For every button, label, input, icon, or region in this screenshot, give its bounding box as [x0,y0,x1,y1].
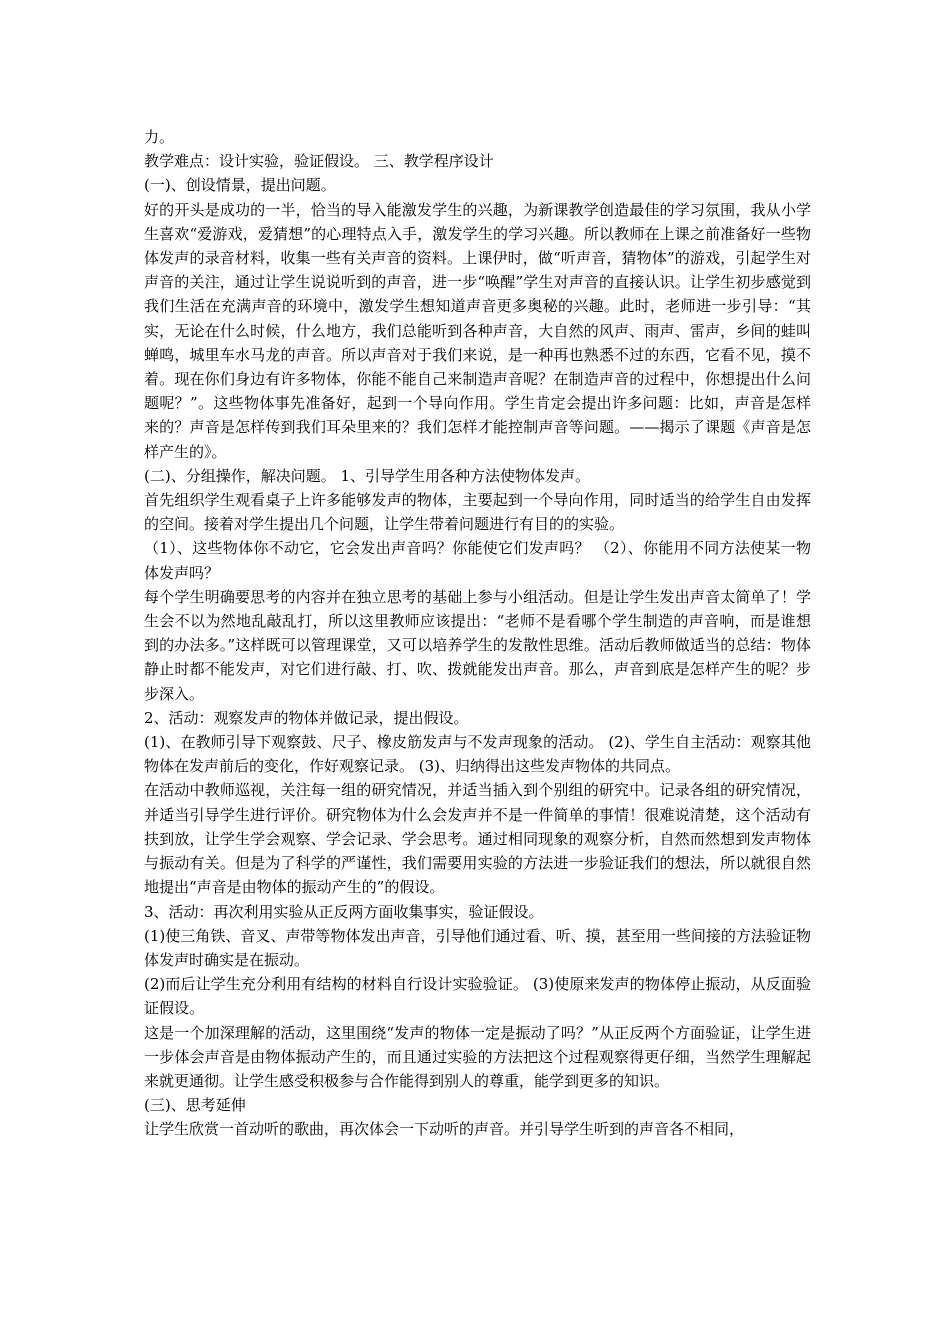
paragraph: （1）、这些物体你不动它，它会发出声音吗？你能使它们发声吗？ （2）、你能用不同方法使某一物体发声吗？ [144,539,811,582]
paragraph: 3、活动：再次利用实验从正反两方面收集事实，验证假设。 [144,902,544,921]
document-body [144,125,811,1142]
section-heading: (一)、创设情景，提出问题。 [144,176,336,195]
paragraph: (1)、在教师引导下观察鼓、尺子、橡皮筋发声与不发声现象的活动。 (2)、学生自主活动：观察其他物体在发声前后的变化，作好观察记录。 (3)、归纳得出这些发声物体的共同点。 [144,733,811,776]
paragraph: 教学难点：设计实验，验证假设。 三、教学程序设计 [144,152,494,171]
paragraph: 好的开头是成功的一半，恰当的导入能激发学生的兴趣，为新课教学创造最佳的学习氛围，我从小学生喜欢“爱游戏，爱猜想”的心理特点入手，激发学生的学习兴趣。所以教师在上课之前准备好一些物体发声的录音材料，收集一些有关声音的资料。上课伊时，做“听声音，猜物体”的游戏，引起学生对声音的关注，通过让学生说说听到的声音，进一步“唤醒”学生对声音的直接认识。让学生初步感觉到我们生活在充满声音的环境中，激发学生想知道声音更多奥秘的兴趣。此时，老师进一步引导：“其实，无论在什么时候，什么地方，我们总能听到各种声音，大自然的风声、雨声、雷声，乡间的蛙叫蝉鸣，城里车水马龙的声音。所以声音对于我们来说，是一种再也熟悉不过的东西，它看不见，摸不着。现在你们身边有许多物体，你能不能自己来制造声音呢？在制造声音的过程中，你想提出什么问题呢？”。这些物体事先准备好，起到一个导向作用。学生肯定会提出许多问题：比如，声音是怎样来的？声音是怎样传到我们耳朵里来的？我们怎样才能控制声音等问题。——揭示了课题《声音是怎样产生的》。 [144,200,811,461]
section-heading: (三)、思考延伸 [144,1096,246,1115]
paragraph: 在活动中教师巡视，关注每一组的研究情况，并适当插入到个别组的研究中。记录各组的研究情况，并适当引导学生进行评价。研究物体为什么会发声并不是一件简单的事情！很难说清楚，这个活动有扶到放，让学生学会观察、学会记录、学会思考。通过相同现象的观察分析，自然而然想到发声物体与振动有关。但是为了科学的严谨性，我们需要用实验的方法进一步验证我们的想法，所以就很自然地提出“声音是由物体的振动产生的”的假设。 [144,781,811,897]
paragraph: 力。 [144,128,175,146]
paragraph: 每个学生明确要思考的内容并在独立思考的基础上参与小组活动。但是让学生发出声音太简单了！学生会不以为然地乱敲乱打，所以这里教师应该提出：“老师不是看哪个学生制造的声音响，而是谁想到的办法多。”这样既可以管理课堂，又可以培养学生的发散性思维。活动后教师做适当的总结：物体静止时都不能发声，对它们进行敲、打、吹、拨就能发出声音。那么，声音到底是怎样产生的呢？步步深入。 [144,587,811,703]
paragraph: (2)而后让学生充分利用有结构的材料自行设计实验验证。 (3)使原来发声的物体停止振动，从反面验证假设。 [144,975,811,1018]
paragraph: 让学生欣赏一首动听的歌曲，再次体会一下动听的声音。并引导学生听到的声音各不相同， [144,1120,745,1139]
paragraph: 2、活动：观察发声的物体并做记录，提出假设。 [144,708,469,727]
paragraph: (1)使三角铁、音叉、声带等物体发出声音，引导他们通过看、听、摸，甚至用一些间接的方法验证物体发声时确实是在振动。 [144,926,811,969]
paragraph: 这是一个加深理解的活动，这里围绕“发声的物体一定是振动了吗？”从正反两个方面验证，让学生进一步体会声音是由物体振动产生的，而且通过实验的方法把这个过程观察得更仔细，当然学生理解起来就更通彻。让学生感受积极参与合作能得到别人的尊重，能学到更多的知识。 [144,1023,811,1090]
paragraph: 首先组织学生观看桌子上许多能够发声的物体，主要起到一个导向作用，同时适当的给学生自由发挥的空间。接着对学生提出几个问题，让学生带着问题进行有目的的实验。 [144,491,811,534]
section-heading: (二)、分组操作，解决问题。 1、引导学生用各种方法使物体发声。 [144,466,591,485]
